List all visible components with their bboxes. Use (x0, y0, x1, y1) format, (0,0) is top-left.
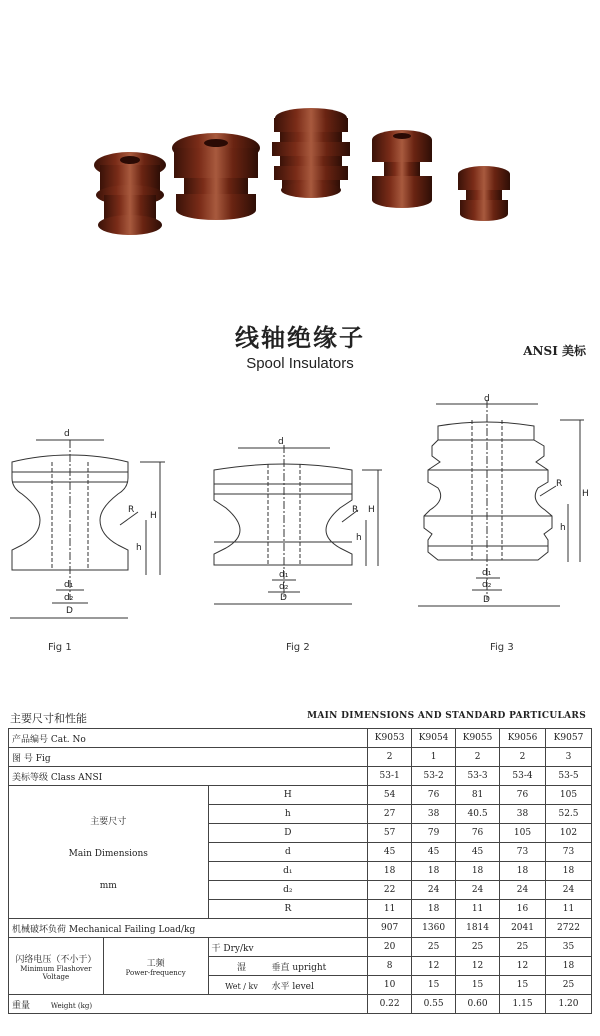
dim-value: 105 (500, 824, 546, 843)
dim-value: 27 (368, 805, 412, 824)
dim-value: 24 (546, 881, 592, 900)
fig1-label-d1: d₁ (64, 580, 74, 590)
insulator-photo-3 (272, 108, 350, 198)
fig1-label-d2: d₂ (64, 593, 74, 603)
weight-value: 0.60 (456, 995, 500, 1014)
dim-value: 24 (456, 881, 500, 900)
dim-value: 81 (456, 786, 500, 805)
level-value: 25 (546, 976, 592, 995)
dim-value: 11 (456, 900, 500, 919)
mech-value: 907 (368, 919, 412, 938)
dim-unit: mm (99, 880, 117, 891)
fig-cell: 2 (368, 748, 412, 767)
upright-value: 8 (368, 957, 412, 976)
dim-value: 40.5 (456, 805, 500, 824)
table-row (9, 919, 592, 938)
fig3-label-d2: d₂ (482, 580, 492, 590)
mech-value: 2041 (500, 919, 546, 938)
spec-table (8, 728, 592, 1014)
fig2-label-d1: d₁ (279, 570, 289, 580)
level-text: 水平 level (271, 981, 314, 992)
title-block (0, 318, 600, 372)
dim-value: 38 (412, 805, 456, 824)
fig3-label-d: d (484, 394, 490, 404)
upright-text: 垂直 upright (271, 962, 327, 973)
insulator-photo-5 (458, 166, 510, 221)
dim-value: 11 (368, 900, 412, 919)
dim-value: 18 (546, 862, 592, 881)
insulator-photo-4 (372, 130, 432, 208)
dim-value: 45 (412, 843, 456, 862)
title-english: Spool Insulators (246, 355, 354, 372)
flashover-en: Minimum Flashover Voltage (20, 964, 92, 981)
dim-value: 76 (412, 786, 456, 805)
upright-value: 12 (500, 957, 546, 976)
fig2-label-D: D (280, 593, 287, 603)
fig1-label-R: R (128, 505, 135, 515)
cat-no-cell: K9055 (456, 729, 500, 748)
table-row (9, 767, 592, 786)
dry-value: 25 (412, 938, 456, 957)
flashover-cn: 闪络电压（不小于） (15, 954, 97, 965)
dim-label-cn: 主要尺寸 (90, 816, 127, 827)
wet-cn: 湿 (237, 962, 247, 973)
fig3-label-D: D (483, 595, 490, 605)
dim-label-en: Main Dimensions (68, 848, 148, 859)
dim-value: 57 (368, 824, 412, 843)
fig3-label-R: R (556, 479, 563, 489)
class-cell: 53-4 (500, 767, 546, 786)
dim-name: R (208, 900, 368, 919)
table-row (9, 786, 592, 805)
weight-label (9, 995, 368, 1014)
fig-1-caption: Fig 1 (48, 642, 72, 653)
upright-value: 12 (412, 957, 456, 976)
frequency-cn: 工频 (146, 958, 165, 969)
mech-value: 1360 (412, 919, 456, 938)
section-title-english: MAIN DIMENSIONS AND STANDARD PARTICULARS (307, 711, 586, 721)
weight-en: Weight (kg) (50, 1001, 93, 1010)
fig1-label-h: h (136, 543, 142, 553)
cat-no-cell: K9054 (412, 729, 456, 748)
class-cell: 53-2 (412, 767, 456, 786)
fig2-label-R: R (352, 505, 359, 515)
class-cell: 53-3 (456, 767, 500, 786)
upright-value: 18 (546, 957, 592, 976)
fig-1-drawing (10, 440, 165, 618)
fig-label: 图 号 Fig (9, 748, 368, 767)
fig-3-drawing (418, 400, 584, 606)
cat-no-cell: K9056 (500, 729, 546, 748)
insulator-photo-1 (94, 152, 166, 235)
cat-no-label: 产品编号 Cat. No (9, 729, 368, 748)
dim-value: 45 (456, 843, 500, 862)
dim-value: 18 (412, 900, 456, 919)
fig3-label-h: h (560, 523, 566, 533)
dim-value: 18 (412, 862, 456, 881)
fig2-label-H: H (368, 505, 375, 515)
fig2-label-h: h (356, 533, 362, 543)
fig-2-drawing (214, 445, 382, 604)
class-label: 美标等级 Class ANSI (9, 767, 368, 786)
fig1-label-H: H (150, 511, 157, 521)
dim-value: 16 (500, 900, 546, 919)
class-cell: 53-5 (546, 767, 592, 786)
dim-name: H (208, 786, 368, 805)
dim-value: 54 (368, 786, 412, 805)
dry-value: 35 (546, 938, 592, 957)
dim-value: 45 (368, 843, 412, 862)
weight-value: 1.15 (500, 995, 546, 1014)
main-dimensions-label (9, 786, 209, 919)
fig3-label-d1: d₁ (482, 568, 492, 578)
dim-value: 24 (500, 881, 546, 900)
dim-value: 18 (500, 862, 546, 881)
fig-cell: 2 (500, 748, 546, 767)
level-value: 10 (368, 976, 412, 995)
fig1-label-D: D (66, 606, 73, 616)
dim-value: 18 (368, 862, 412, 881)
dim-value: 38 (500, 805, 546, 824)
dim-value: 76 (500, 786, 546, 805)
frequency-label (103, 938, 208, 995)
insulator-photo-2 (172, 133, 260, 220)
frequency-en: Power-frequency (125, 968, 186, 977)
wet-en: Wet / kv (225, 981, 258, 991)
ansi-standard-label: ANSI 美标 (523, 344, 586, 358)
flashover-label (9, 938, 104, 995)
dim-name: d₁ (208, 862, 368, 881)
level-value: 15 (456, 976, 500, 995)
dim-value: 73 (546, 843, 592, 862)
product-photo (0, 0, 600, 260)
section-title-chinese: 主要尺寸和性能 (10, 712, 87, 725)
fig2-label-d: d (278, 437, 284, 447)
fig-cell: 1 (412, 748, 456, 767)
dry-label: 干 Dry/kv (208, 938, 368, 957)
dry-value: 20 (368, 938, 412, 957)
fig2-label-d2: d₂ (279, 582, 289, 592)
table-row (9, 995, 592, 1014)
cat-no-cell: K9053 (368, 729, 412, 748)
dim-value: 11 (546, 900, 592, 919)
table-row (9, 938, 592, 957)
dim-value: 102 (546, 824, 592, 843)
dim-value: 52.5 (546, 805, 592, 824)
dim-value: 105 (546, 786, 592, 805)
technical-drawings (0, 390, 600, 660)
weight-value: 0.22 (368, 995, 412, 1014)
dim-name: h (208, 805, 368, 824)
fig3-label-H: H (582, 489, 589, 499)
weight-value: 0.55 (412, 995, 456, 1014)
weight-value: 1.20 (546, 995, 592, 1014)
dry-value: 25 (456, 938, 500, 957)
upright-label (208, 957, 368, 976)
mech-value: 2722 (546, 919, 592, 938)
fig-2-caption: Fig 2 (286, 642, 310, 653)
dim-value: 73 (500, 843, 546, 862)
fig-3-caption: Fig 3 (490, 642, 514, 653)
dim-value: 24 (412, 881, 456, 900)
upright-value: 12 (456, 957, 500, 976)
table-row (9, 729, 592, 748)
level-label (208, 976, 368, 995)
table-row (9, 748, 592, 767)
level-value: 15 (412, 976, 456, 995)
cat-no-cell: K9057 (546, 729, 592, 748)
mech-value: 1814 (456, 919, 500, 938)
weight-cn: 重量 (12, 1000, 31, 1011)
fig-cell: 2 (456, 748, 500, 767)
dim-name: d₂ (208, 881, 368, 900)
fig1-label-d: d (64, 429, 70, 439)
title-chinese: 线轴绝缘子 (235, 324, 365, 352)
dim-value: 22 (368, 881, 412, 900)
dim-name: d (208, 843, 368, 862)
dry-value: 25 (500, 938, 546, 957)
dim-value: 79 (412, 824, 456, 843)
level-value: 15 (500, 976, 546, 995)
fig-cell: 3 (546, 748, 592, 767)
dim-value: 76 (456, 824, 500, 843)
mech-load-label: 机械破坏负荷 Mechanical Failing Load/kg (9, 919, 368, 938)
dim-value: 18 (456, 862, 500, 881)
dim-name: D (208, 824, 368, 843)
class-cell: 53-1 (368, 767, 412, 786)
